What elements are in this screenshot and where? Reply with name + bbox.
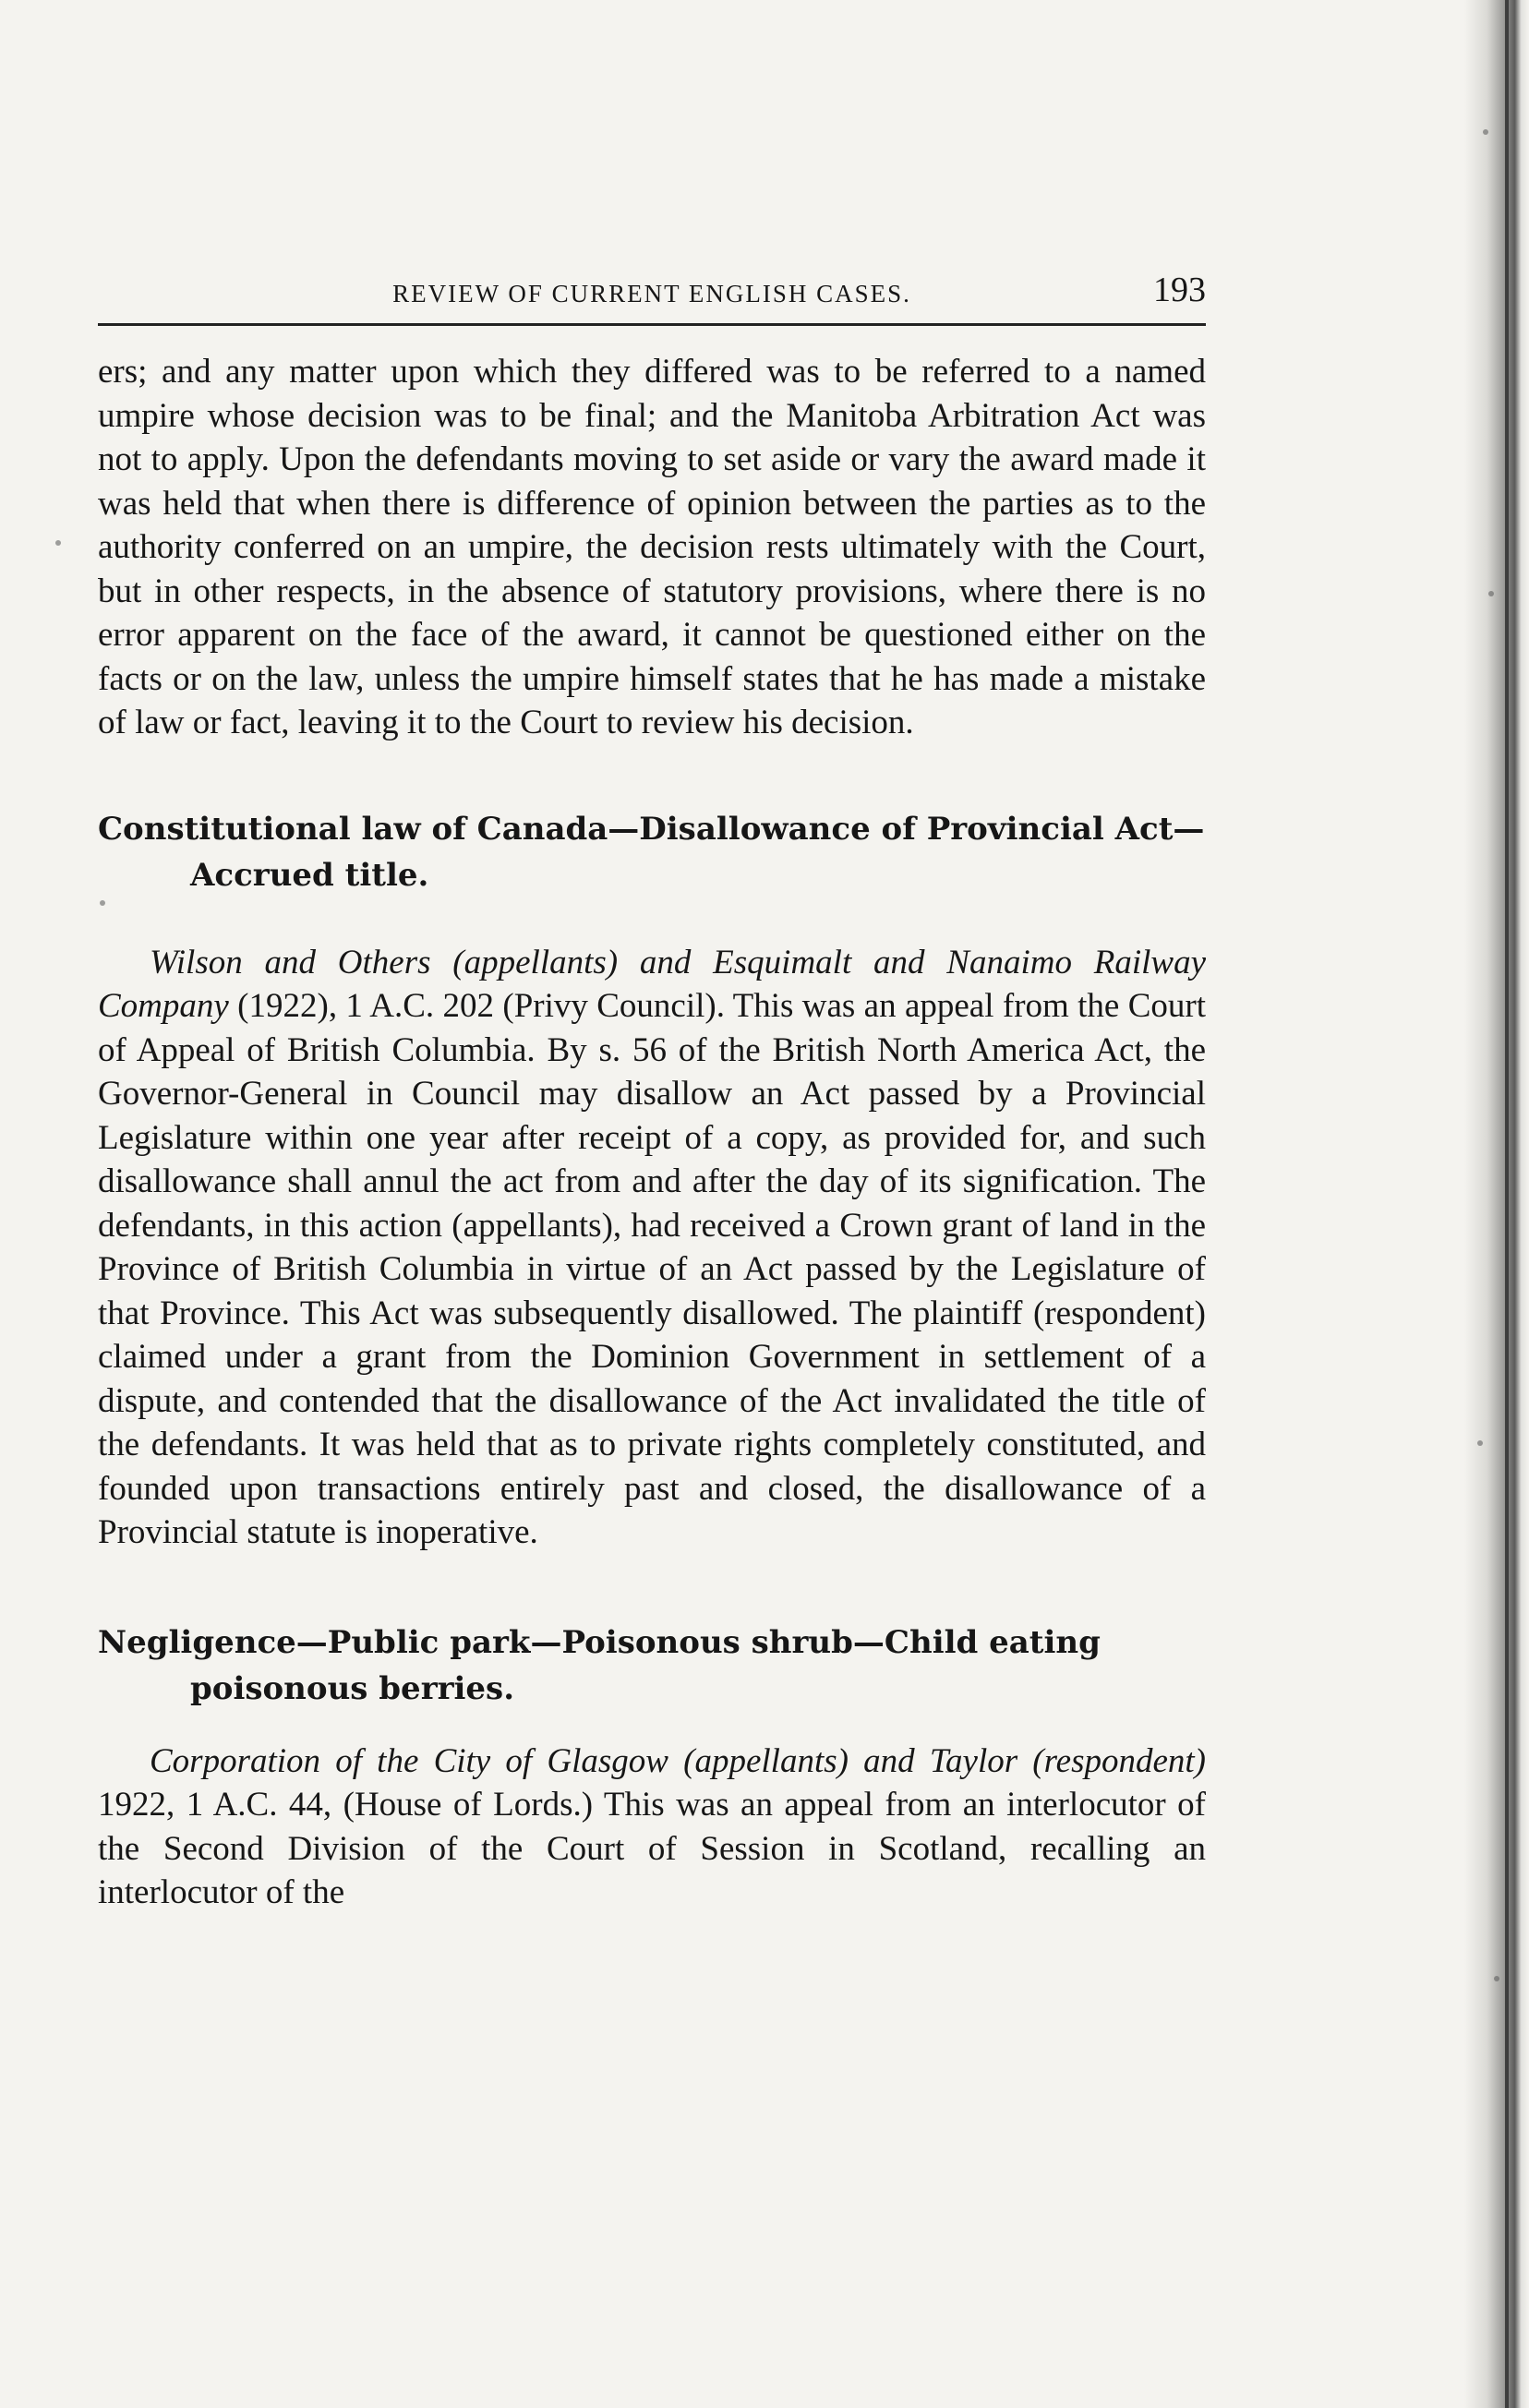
scan-speck <box>1483 129 1488 135</box>
scan-speck <box>1488 591 1494 596</box>
case-body: 1922, 1 A.C. 44, (House of Lords.) This was an appeal from an interlocutor of the Second Division of the Court of Session in Scotland, recalling an interlocutor of the <box>98 1786 1206 1911</box>
document-page <box>98 259 1206 1915</box>
continued-paragraph: ers; and any matter upon which they differed was to be referred to a named umpire whose decision was to be final; and the Manitoba Arbitration Act was not to apply. Upon the defendants moving to set aside or vary the award made it was held that when there is difference of opinion between the parties as to the authority conferred on an umpire, the decision rests ultimately with the Court, but in other respects, in the absence of statutory provisions, where there is no error apparent on the face of the award, it cannot be questioned either on the facts or on the law, unless the umpire himself states that he has made a mistake of law or fact, leaving it to the Court to review his decision. <box>98 353 1206 741</box>
case-conjunction: and <box>639 943 692 981</box>
case-party-respondent: Taylor (respondent) <box>929 1741 1207 1780</box>
case-party-appellant: Wilson and Others <box>150 943 431 981</box>
book-gutter-shadow <box>1464 0 1529 2408</box>
case-section-negligence <box>98 1619 1206 1915</box>
scan-speck <box>1494 1976 1499 1981</box>
case-role: (appellants) <box>683 1741 849 1780</box>
case-section-constitutional-law <box>98 806 1206 1555</box>
section-heading: Negligence—Public park—Poisonous shrub—Child eating poisonous berries. <box>98 1623 1101 1707</box>
section-heading: Constitutional law of Canada—Disallowance of Provincial Act—Accrued title. <box>98 810 1205 894</box>
book-gutter-line <box>1505 0 1509 2408</box>
case-paragraph <box>98 941 1206 1555</box>
scan-speck <box>55 540 61 546</box>
case-party-respondent: Esquimalt and Nanaimo Railway Company <box>98 943 1207 1025</box>
case-conjunction: and <box>863 1741 915 1780</box>
case-role: (appellants) <box>452 943 619 981</box>
case-body: (1922), 1 A.C. 202 (Privy Council). This was an appeal from the Court of Appeal of British Columbia. By s. 56 of the British North America Act, the Governor-General in Council may disallow an Act passed by a Provincial Legislature within one year after receipt of a copy, as provided for, and such disallowance shall annul the act from and after the day of its signification. The defendants, in this action (appellants), had received a Crown grant of land in the Province of British Columbia in virtue of an Act passed by the Legislature of that Province. This Act was subsequently disallowed. The plaintiff (respondent) claimed under a grant from the Dominion Government in settlement of a dispute, and contended that the disallowance of the Act invalidated the title of the defendants. It was held that as to private rights completely constituted, and founded upon transactions entirely past and closed, the disallowance of a Provincial statute is inoperative. <box>98 987 1206 1551</box>
running-title: REVIEW OF CURRENT ENGLISH CASES. <box>392 280 911 307</box>
running-header <box>98 259 1206 326</box>
scan-speck <box>1477 1440 1483 1446</box>
case-party-appellant: Corporation of the City of Glasgow <box>150 1741 668 1780</box>
case-paragraph <box>98 1740 1206 1915</box>
page-number: 193 <box>1153 271 1206 309</box>
